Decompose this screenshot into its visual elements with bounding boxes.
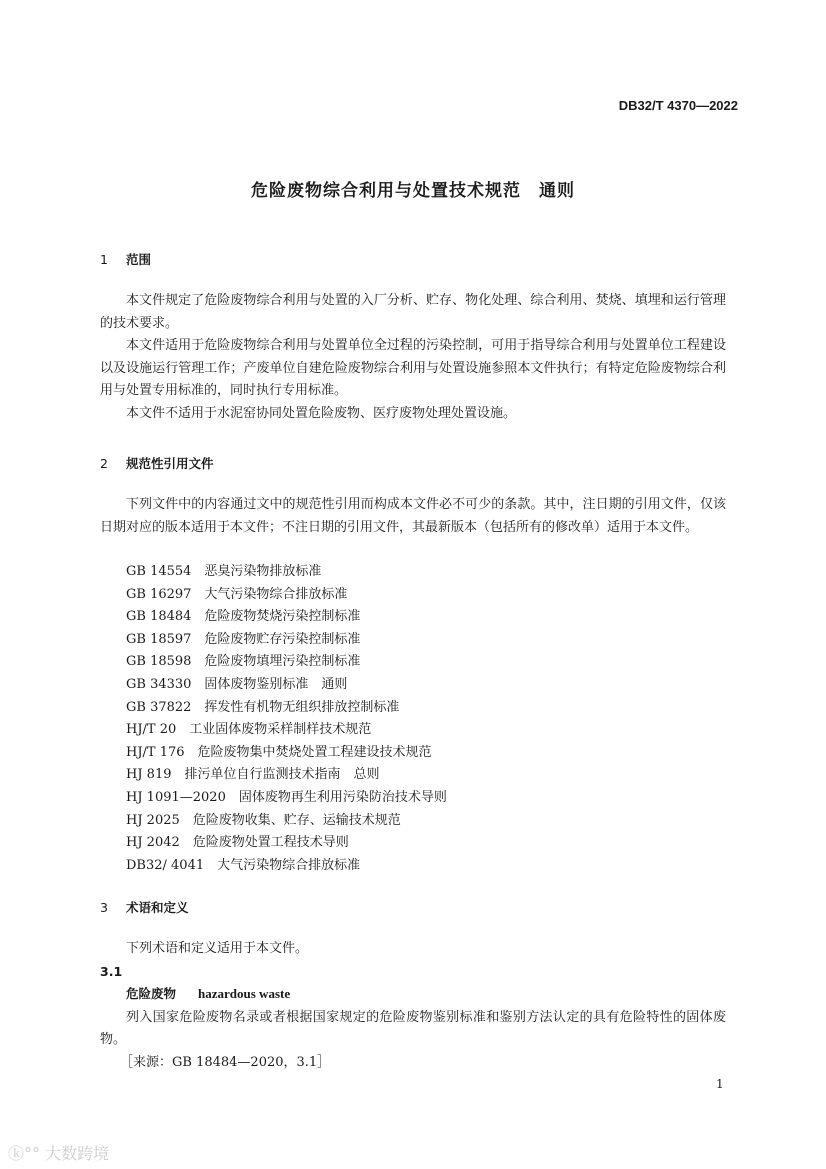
reference-item: GB 34330 固体废物鉴别标准 通则 xyxy=(126,676,348,692)
reference-item: HJ/T 20 工业固体废物采样制样技术规范 xyxy=(126,722,372,738)
reference-list xyxy=(126,561,447,877)
section-3-body xyxy=(100,938,726,1075)
logo-icon: ⓚ°° xyxy=(8,1144,46,1163)
section-heading-3 xyxy=(100,898,189,916)
reference-item: GB 18484 危险废物焚烧污染控制标准 xyxy=(126,609,361,625)
reference-item: DB32/ 4041 大气污染物综合排放标准 xyxy=(126,857,361,873)
term-number: 3.1 xyxy=(100,963,123,979)
reference-item: GB 18597 危险废物贮存污染控制标准 xyxy=(126,631,361,647)
reference-item: HJ 819 排污单位自行监测技术指南 总则 xyxy=(126,767,380,783)
paragraph: 下列文件中的内容通过文中的规范性引用而构成本文件必不可少的条款。其中，注日期的引用文件，仅该日期对应的版本适用于本文件；不注日期的引用文件，其最新版本（包括所有的修改单）适用于本文件。 xyxy=(100,497,726,535)
reference-item: GB 37822 挥发性有机物无组织排放控制标准 xyxy=(126,699,400,715)
term-heading xyxy=(100,983,726,1007)
term-definition: 列入国家危险废物名录或者根据国家规定的危险废物鉴别标准和鉴别方法认定的具有危险特性的固体废物。 xyxy=(100,1009,726,1048)
reference-item: HJ/T 176 危险废物集中焚烧处置工程建设技术规范 xyxy=(126,744,432,760)
section-heading-1 xyxy=(100,250,151,268)
section-title: 规范性引用文件 xyxy=(126,456,214,471)
section-1-body xyxy=(100,290,726,426)
reference-item: HJ 2042 危险废物处置工程技术导则 xyxy=(126,835,349,851)
section-heading-2 xyxy=(100,454,214,472)
paragraph: 下列术语和定义适用于本文件。 xyxy=(126,941,309,956)
section-title: 术语和定义 xyxy=(126,900,189,915)
reference-item: GB 16297 大气污染物综合排放标准 xyxy=(126,586,348,602)
reference-item: HJ 2025 危险废物收集、贮存、运输技术规范 xyxy=(126,812,401,828)
term-source: ［来源：GB 18484—2020，3.1］ xyxy=(120,1054,331,1070)
watermark-logo xyxy=(8,1141,109,1164)
paragraph: 本文件不适用于水泥窑协同处置危险废物、医疗废物处理处置设施。 xyxy=(126,405,517,421)
section-2-body xyxy=(100,494,726,539)
page-number: 1 xyxy=(716,1077,724,1091)
section-number: 3 xyxy=(100,900,108,915)
section-number: 1 xyxy=(100,252,108,267)
reference-item: GB 18598 危险废物填埋污染控制标准 xyxy=(126,654,361,670)
reference-item: GB 14554 恶臭污染物排放标准 xyxy=(126,564,322,579)
document-title: 危险废物综合利用与处置技术规范 通则 xyxy=(251,181,575,201)
term-en: hazardous waste xyxy=(198,986,291,1002)
section-title: 范围 xyxy=(126,252,152,267)
term-zh: 危险废物 xyxy=(126,986,177,1002)
watermark-text: 大数跨境 xyxy=(45,1144,110,1163)
paragraph: 本文件适用于危险废物综合利用与处置单位全过程的污染控制，可用于指导综合利用与处置单位工程建设以及设施运行管理工作；产废单位自建危险废物综合利用与处置设施参照本文件执行；有特定危险废物综合利用与处置专用标准的，同时执行专用标准。 xyxy=(100,338,726,399)
document-number: DB32/T 4370—2022 xyxy=(618,98,738,113)
section-number: 2 xyxy=(100,456,108,471)
paragraph: 本文件规定了危险废物综合利用与处置的入厂分析、贮存、物化处理、综合利用、焚烧、填埋和运行管理的技术要求。 xyxy=(100,293,726,331)
reference-item: HJ 1091—2020 固体废物再生利用污染防治技术导则 xyxy=(126,789,447,805)
